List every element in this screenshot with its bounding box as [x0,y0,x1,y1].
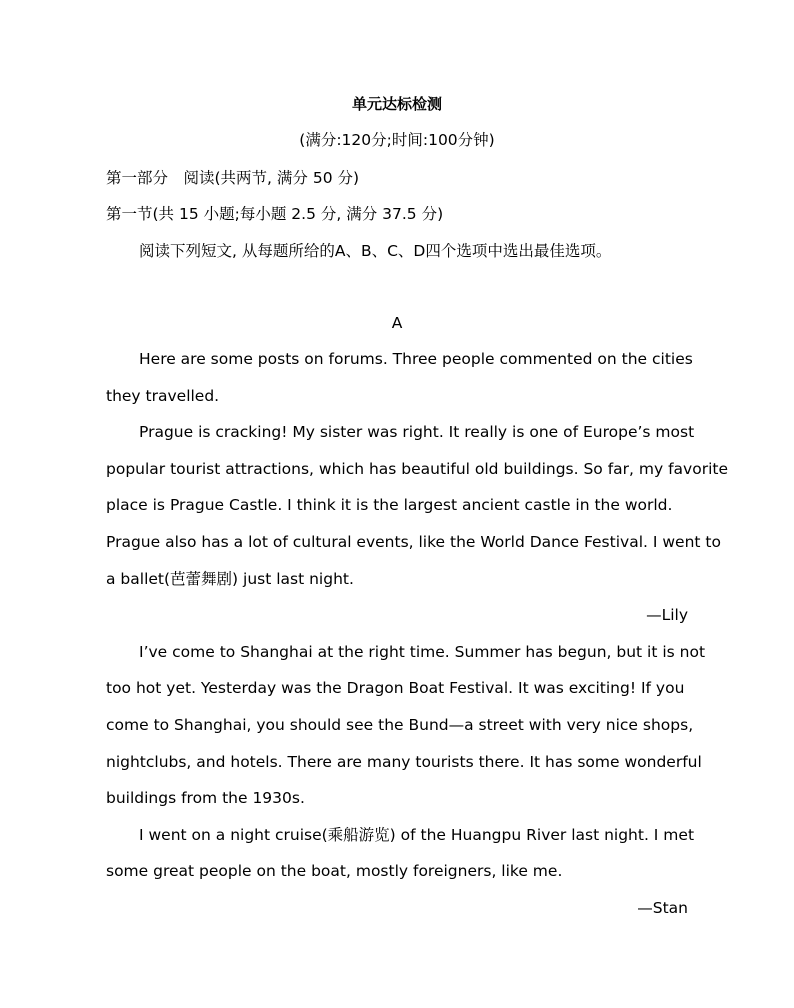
reading-instruction: 阅读下列短文, 从每题所给的A、B、C、D四个选项中选出最佳选项。 [139,242,612,260]
section-heading: 第一节(共 15 小题;每小题 2.5 分, 满分 37.5 分) [106,205,444,223]
passage-label: A [391,314,403,332]
passage-line: I’ve come to Shanghai at the right time. Summer has begun, but it is not [139,643,706,661]
part-heading: 第一部分 阅读(共两节, 满分 50 分) [106,169,360,187]
passage-line: buildings from the 1930s. [106,789,305,807]
passage-line: Prague also has a lot of cultural events, like the World Dance Festival. I went to [106,533,721,551]
score-time-info: (满分:120分;时间:100分钟) [299,131,495,149]
post-signature-lily: —Lily [646,606,688,624]
passage-line: they travelled. [106,387,220,405]
passage-line: popular tourist attractions, which has beautiful old buildings. So far, my favorite [106,460,728,478]
passage-line: some great people on the boat, mostly foreigners, like me. [106,862,563,880]
passage-line: place is Prague Castle. I think it is the largest ancient castle in the world. [106,496,673,514]
passage-line: I went on a night cruise(乘船游览) of the Huangpu River last night. I met [139,826,695,844]
post-signature-stan: —Stan [637,899,688,917]
passage-line: a ballet(芭蕾舞剧) just last night. [106,570,354,588]
passage-line: nightclubs, and hotels. There are many tourists there. It has some wonderful [106,753,702,771]
document-title: 单元达标检测 [351,95,442,113]
passage-line: too hot yet. Yesterday was the Dragon Boat Festival. It was exciting! If you [106,679,685,697]
passage-line: Here are some posts on forums. Three people commented on the cities [139,350,693,368]
passage-line: come to Shanghai, you should see the Bund—a street with very nice shops, [106,716,694,734]
passage-line: Prague is cracking! My sister was right. It really is one of Europe’s most [139,423,695,441]
